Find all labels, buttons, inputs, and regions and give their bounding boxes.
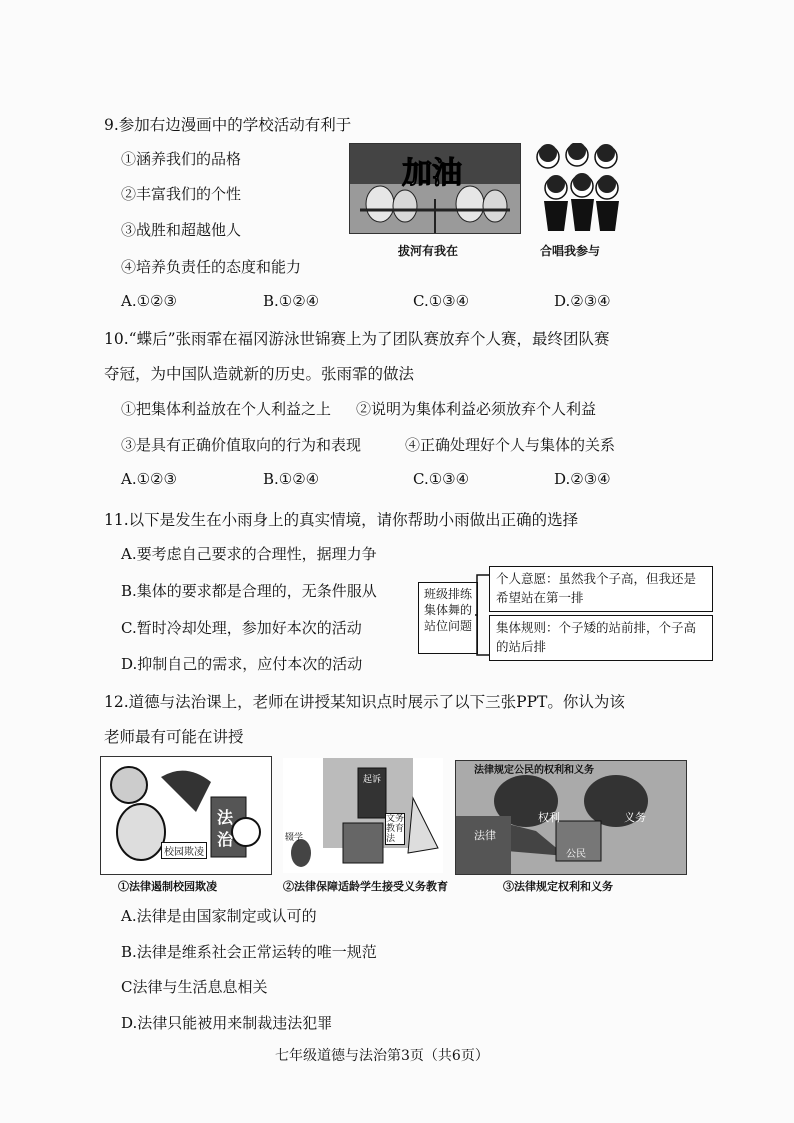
chorus-image — [534, 143, 620, 232]
cheer-text: 加油 — [402, 156, 462, 191]
law-label: 法律 — [474, 829, 496, 842]
q12-choice-a[interactable]: A.法律是由国家制定或认可的 — [121, 907, 317, 925]
sue-label: 起诉 — [363, 775, 382, 785]
ppt-caption-3: ③法律规定权利和义务 — [503, 880, 613, 893]
q12-choice-b[interactable]: B.法律是维系社会正常运转的唯一规范 — [121, 943, 377, 961]
q10-choice-b[interactable]: B.①②④ — [263, 470, 320, 488]
rights-label: 权利 — [538, 811, 560, 824]
dropout-label: 辍学 — [285, 833, 304, 843]
q10-item-2: ②说明为集体利益必须放弃个人利益 — [356, 400, 597, 418]
diagram-center-box: 班级排练集体舞的站位问题 — [418, 582, 478, 654]
citizen-label: 公民 — [566, 849, 586, 860]
q9-choice-d[interactable]: D.②③④ — [554, 292, 611, 310]
ppt-image-bullying — [100, 756, 272, 875]
q12-choice-d[interactable]: D.法律只能被用来制裁违法犯罪 — [121, 1014, 333, 1032]
diagram-bottom-box: 集体规则：个子矮的站前排，个子高的站后排 — [489, 615, 713, 661]
q10-choice-a[interactable]: A.①②③ — [121, 470, 177, 488]
duty-label: 义务 — [624, 811, 646, 824]
q11-choice-d[interactable]: D.抑制自己的需求，应付本次的活动 — [121, 655, 363, 673]
q9-choice-b[interactable]: B.①②④ — [263, 292, 320, 310]
q10-item-1: ①把集体利益放在个人利益之上 — [121, 400, 332, 418]
q9-stem: 9.参加右边漫画中的学校活动有利于 — [104, 116, 352, 134]
q9-item-3: ③战胜和超越他人 — [121, 221, 242, 239]
q10-stem-line1: 10.“蝶后”张雨霏在福冈游泳世锦赛上为了团队赛放弃个人赛，最终团队赛 — [104, 330, 610, 348]
education-law-label: 文务教育法 — [386, 814, 405, 844]
q11-stem: 11.以下是发生在小雨身上的真实情境，请你帮助小雨做出正确的选择 — [104, 511, 579, 529]
ppt-caption-2: ②法律保障适龄学生接受义务教育 — [283, 880, 448, 893]
diagram-top-box: 个人意愿：虽然我个子高，但我还是希望站在第一排 — [489, 566, 713, 612]
rights-title-label: 法律规定公民的权利和义务 — [474, 765, 594, 776]
tug-of-war-image — [349, 143, 521, 234]
law-char-zhi: 治 — [217, 830, 234, 849]
q12-stem-line2: 老师最有可能在讲授 — [104, 728, 244, 746]
q9-item-2: ②丰富我们的个性 — [121, 185, 242, 203]
q9-item-1: ①涵养我们的品格 — [121, 150, 242, 168]
q10-stem-line2: 夺冠，为中国队造就新的历史。张雨霏的做法 — [104, 365, 415, 383]
q10-choice-d[interactable]: D.②③④ — [554, 470, 611, 488]
q11-choice-a[interactable]: A.要考虑自己要求的合理性，据理力争 — [121, 545, 377, 563]
q12-choice-c[interactable]: C法律与生活息息相关 — [121, 978, 268, 996]
tug-caption: 拔河有我在 — [398, 244, 459, 258]
q10-item-4: ④正确处理好个人与集体的关系 — [405, 436, 616, 454]
q10-choice-c[interactable]: C.①③④ — [413, 470, 470, 488]
ppt-image-rights — [455, 760, 687, 875]
q11-choice-c[interactable]: C.暂时冷却处理，参加好本次的活动 — [121, 619, 362, 637]
q12-stem-line1: 12.道德与法治课上，老师在讲授某知识点时展示了以下三张PPT。你认为该 — [104, 693, 625, 711]
q9-choice-a[interactable]: A.①②③ — [121, 292, 177, 310]
q9-choice-c[interactable]: C.①③④ — [413, 292, 470, 310]
chorus-caption: 合唱我参与 — [540, 244, 601, 258]
q9-item-4: ④培养负责任的态度和能力 — [121, 258, 302, 276]
page-footer: 七年级道德与法治第3页（共6页） — [275, 1048, 489, 1064]
bullying-label: 校园欺凌 — [161, 842, 207, 859]
ppt-caption-1: ①法律遏制校园欺凌 — [118, 880, 217, 893]
law-char-fa: 法 — [217, 808, 234, 827]
q10-item-3: ③是具有正确价值取向的行为和表现 — [121, 436, 362, 454]
q11-choice-b[interactable]: B.集体的要求都是合理的，无条件服从 — [121, 582, 377, 600]
ppt-image-education — [283, 758, 443, 873]
